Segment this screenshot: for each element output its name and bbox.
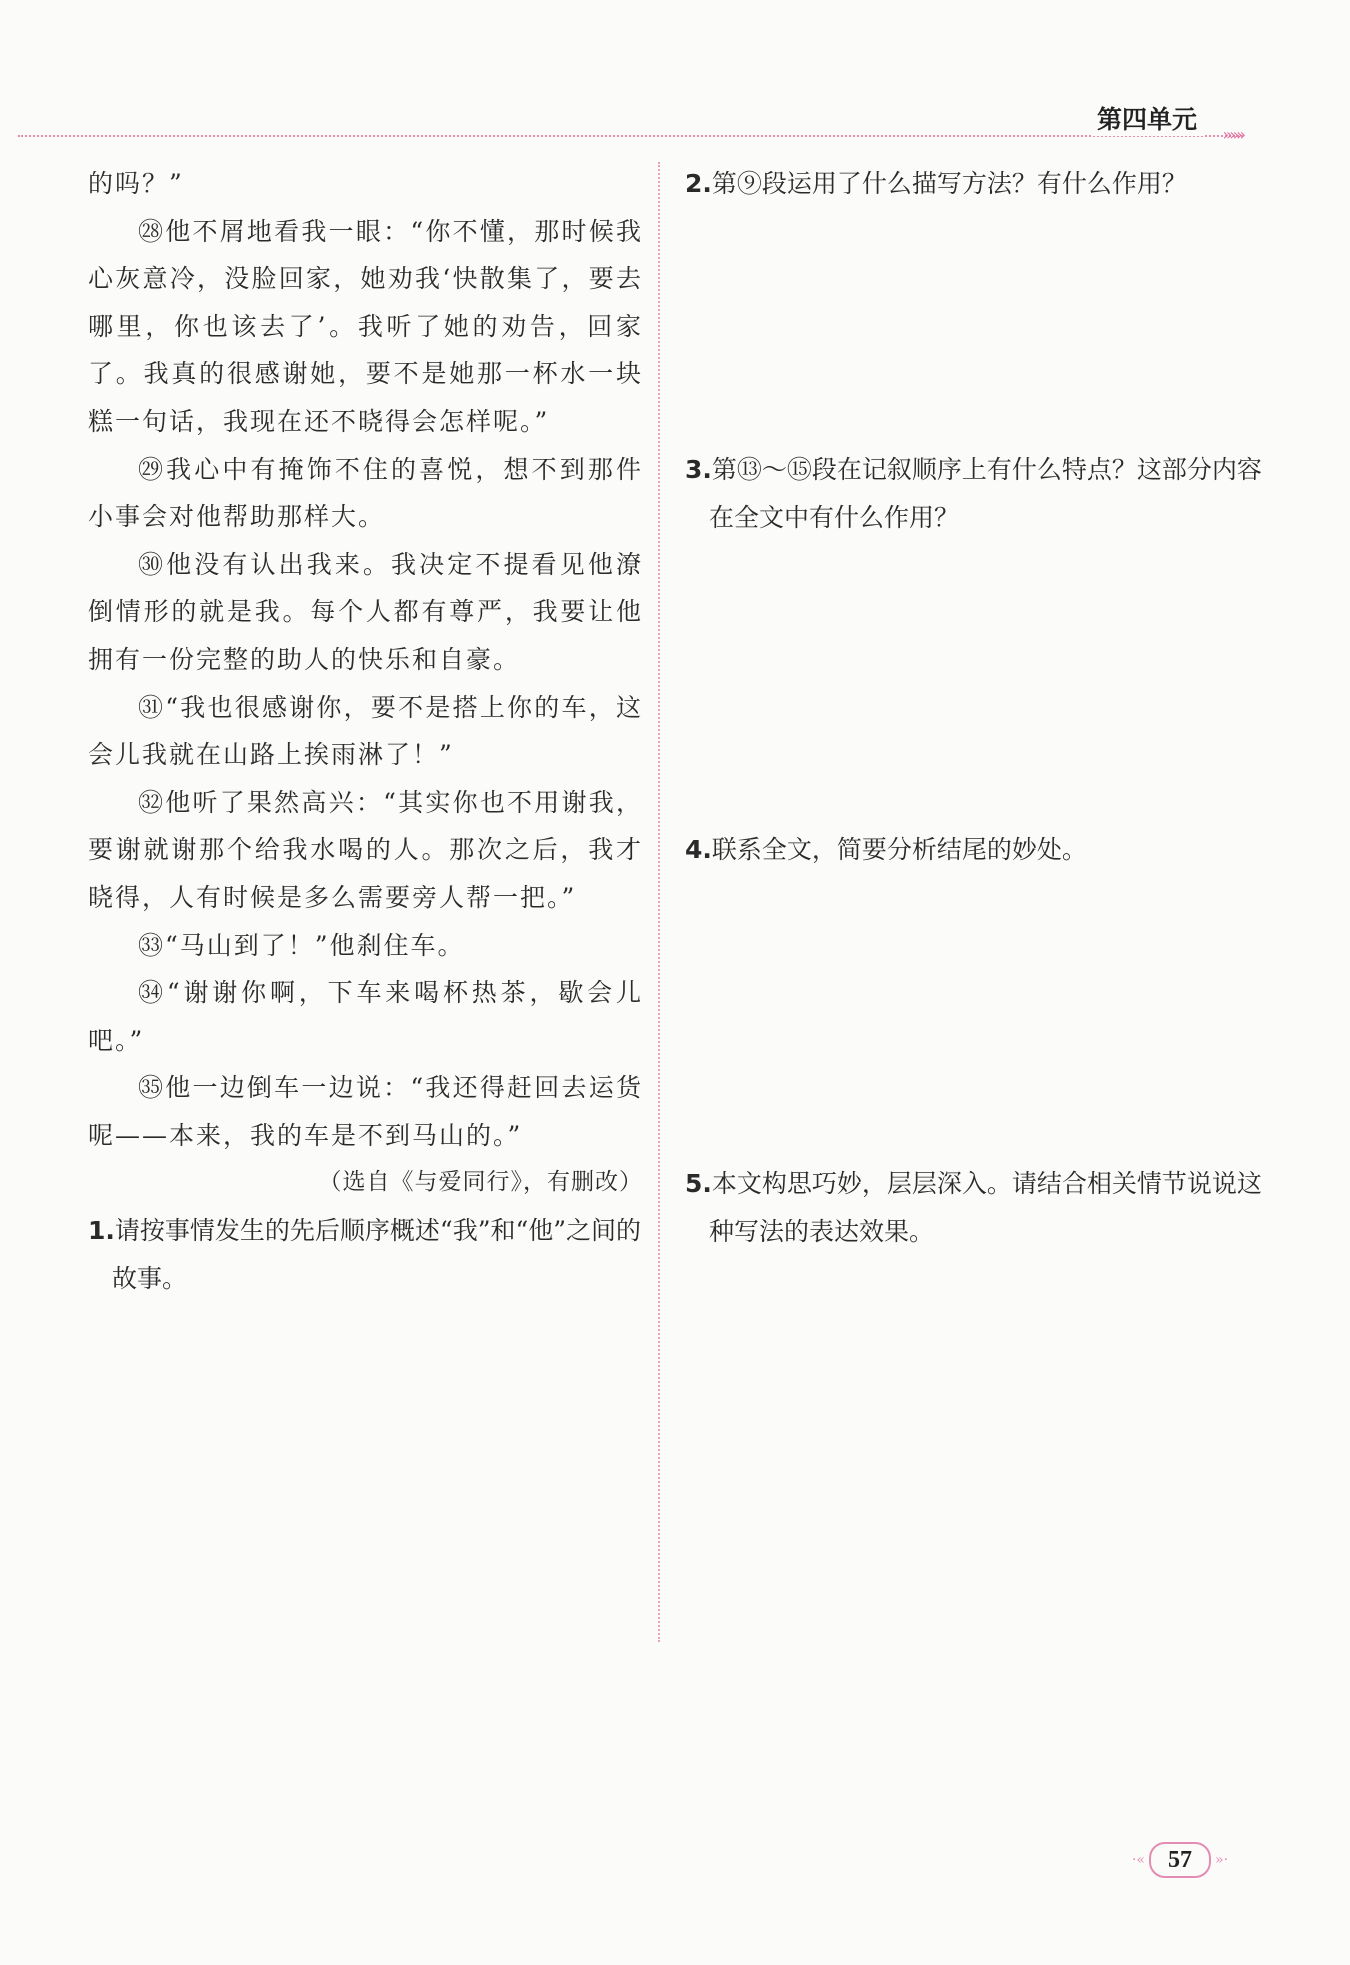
question-number: 3.: [685, 455, 712, 484]
passage-paragraph: 的吗？”: [88, 169, 184, 198]
page-number: 57: [1149, 1842, 1211, 1878]
passage-paragraph: ㉟他一边倒车一边说：“我还得赶回去运货呢——本来，我的车是不到马山的。”: [88, 1073, 643, 1150]
column-divider: [658, 162, 660, 1642]
question-number: 1.: [88, 1216, 115, 1246]
question-number: 4.: [685, 835, 712, 864]
header-dotted-line: [18, 135, 1243, 137]
question-5: [685, 1160, 1269, 1255]
question-text: 请按事情发生的先后顺序概述“我”和“他”之间的故事。: [112, 1216, 642, 1293]
question-number: 5.: [685, 1169, 712, 1198]
question-2: [685, 160, 1269, 208]
question-3: [685, 446, 1269, 541]
passage-source: （选自《与爱同行》，有删改）: [318, 1169, 643, 1196]
passage-paragraph: ㉘他不屑地看我一眼：“你不懂，那时候我心灰意冷，没脸回家，她劝我‘快散集了，要去哪里，你也该去了’。我听了她的劝告，回家了。我真的很感谢她，要不是她那一杯水一块糕一句话，我现在还不晓得会怎样呢。”: [88, 216, 643, 436]
question-4: [685, 826, 1269, 874]
passage-paragraph: ㉝“马山到了！”他刹住车。: [138, 930, 465, 960]
question-text: 第⑬～⑮段在记叙顺序上有什么特点？这部分内容在全文中有什么作用？: [709, 455, 1262, 532]
unit-title: 第四单元: [1091, 100, 1203, 136]
page-header: [18, 96, 1243, 146]
chevron-left-icon: ·«: [1131, 1852, 1145, 1868]
question-1: [88, 1207, 643, 1302]
passage-paragraph: ㉛“我也很感谢你，要不是搭上你的车，这会儿我就在山路上挨雨淋了！”: [88, 692, 643, 770]
page-number-badge: [1120, 1838, 1240, 1882]
passage-paragraph: ㉞“谢谢你啊，下车来喝杯热茶，歇会儿吧。”: [88, 978, 643, 1055]
question-text: 本文构思巧妙，层层深入。请结合相关情节说说这种写法的表达效果。: [709, 1169, 1262, 1246]
question-text: 联系全文，简要分析结尾的妙处。: [711, 835, 1087, 864]
passage-column: [88, 160, 643, 1302]
passage-paragraph: ㉚他没有认出我来。我决定不提看见他潦倒情形的就是我。每个人都有尊严，我要让他拥有一份完整的助人的快乐和自豪。: [88, 549, 643, 674]
chevron-right-icon: »·: [1215, 1852, 1229, 1868]
question-number: 2.: [685, 169, 712, 198]
chevron-right-icon: »»»: [1222, 125, 1243, 144]
passage-paragraph: ㉜他听了果然高兴：“其实你也不用谢我，要谢就谢那个给我水喝的人。那次之后，我才晓得，人有时候是多么需要旁人帮一把。”: [88, 787, 643, 912]
passage-paragraph: ㉙我心中有掩饰不住的喜悦，想不到那件小事会对他帮助那样大。: [88, 454, 643, 532]
question-text: 第⑨段运用了什么描写方法？有什么作用？: [711, 169, 1187, 198]
